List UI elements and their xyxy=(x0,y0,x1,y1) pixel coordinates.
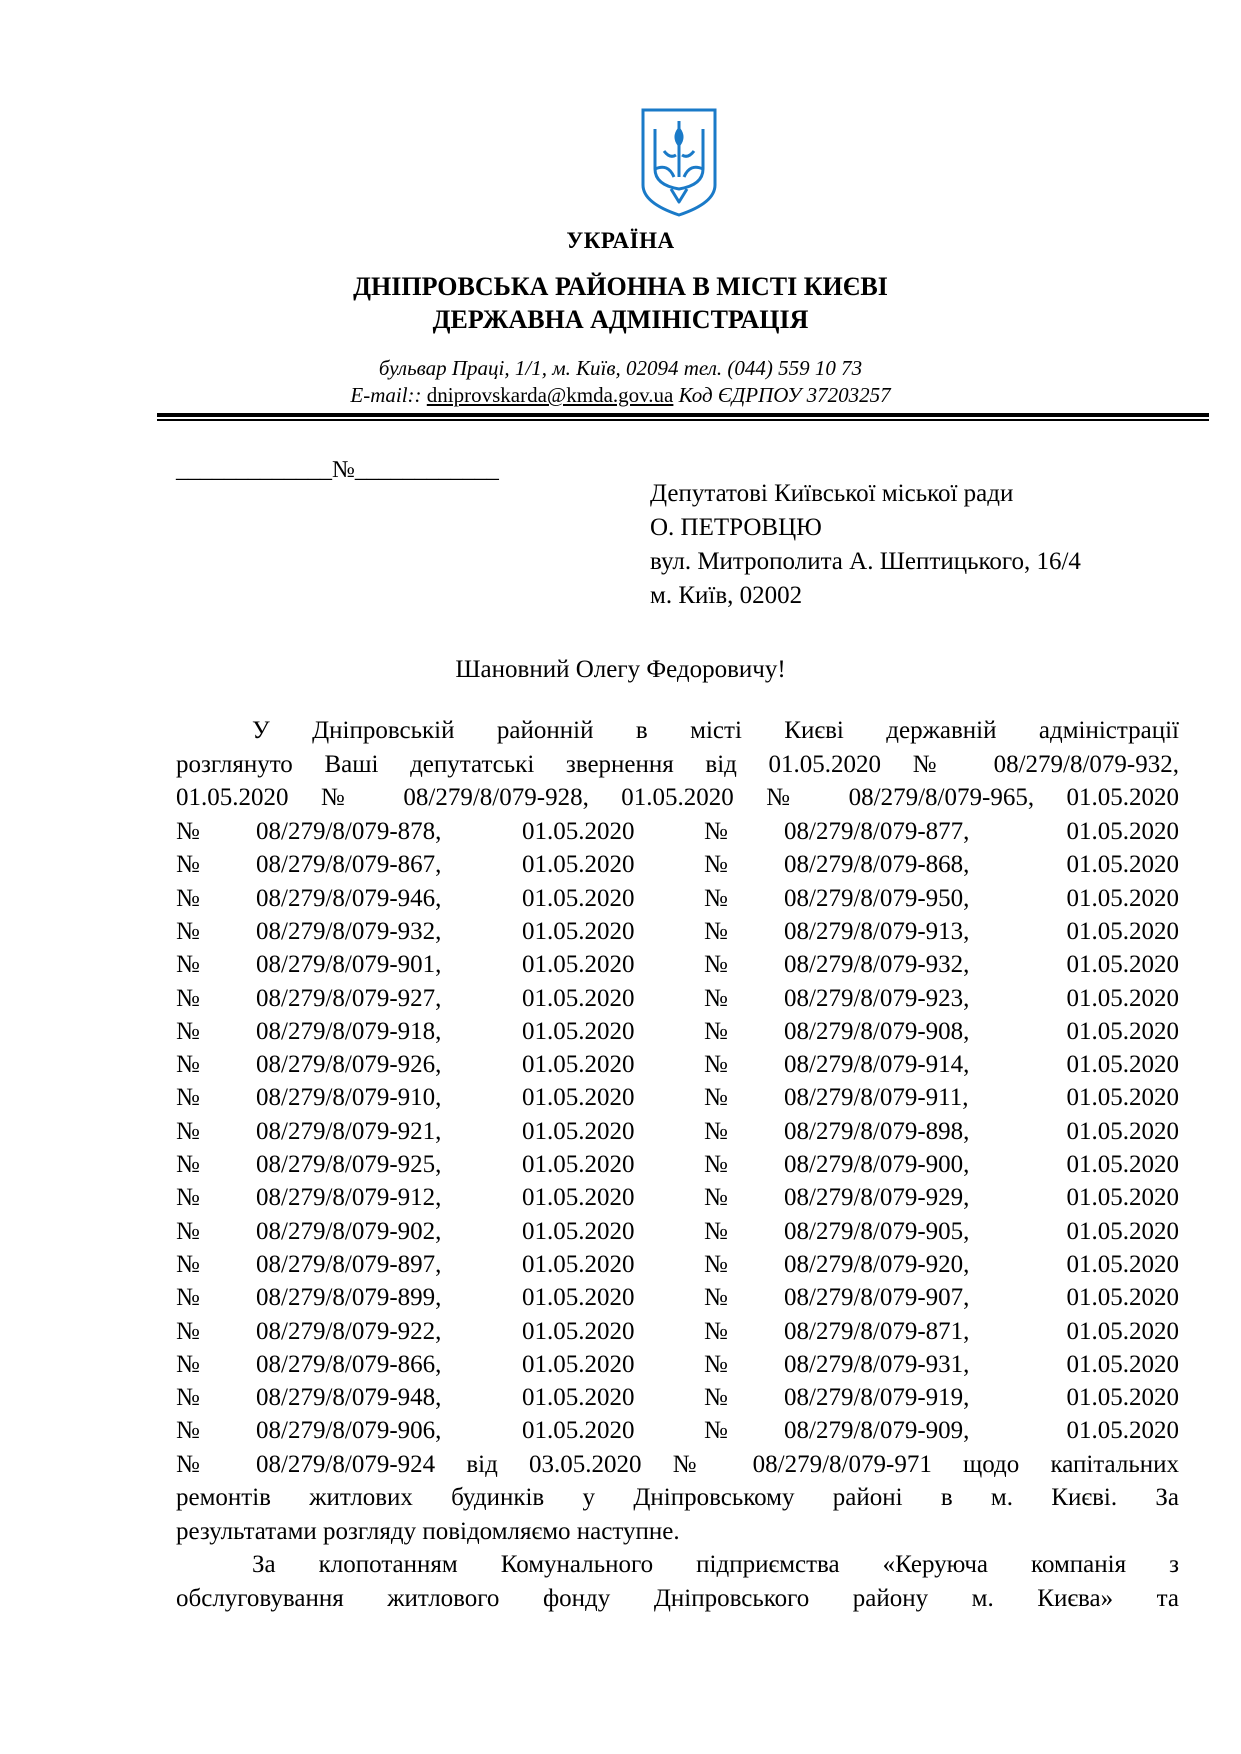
appeal-row xyxy=(176,1184,1179,1214)
number-sign: № xyxy=(176,1151,200,1178)
number-sign: № xyxy=(176,1184,200,1212)
appeal-date: 01.05.2020 xyxy=(522,1217,635,1245)
number-sign: № xyxy=(176,1217,200,1245)
appeal-number: 08/279/8/079-911, xyxy=(784,1084,969,1112)
registration-number-line: _____________№____________ xyxy=(176,457,499,483)
appeal-date: 01.05.2020 xyxy=(522,1184,635,1212)
appeal-row xyxy=(176,1251,1179,1281)
appeal-number: 08/279/8/079-897, xyxy=(256,1250,442,1278)
number-sign: № xyxy=(176,1350,200,1378)
appeal-date: 01.05.2020 xyxy=(1066,1117,1179,1145)
appeal-number: 08/279/8/079-914, xyxy=(784,1051,970,1079)
appeal-number: 08/279/8/079-912, xyxy=(256,1184,442,1212)
greeting: Шановний Олегу Федоровичу! xyxy=(455,656,786,683)
email-link[interactable]: dniprovskarda@kmda.gov.ua xyxy=(426,383,674,407)
appeal-date: 01.05.2020 xyxy=(522,1117,635,1145)
appeal-number: 08/279/8/079-926, xyxy=(256,1051,442,1079)
appeal-date: 01.05.2020 xyxy=(522,1084,635,1112)
appeal-row xyxy=(176,1318,1179,1348)
appeal-date: 01.05.2020 xyxy=(522,1417,635,1445)
number-sign: № xyxy=(176,851,200,879)
trident-coat-of-arms-icon xyxy=(640,107,718,217)
number-sign: № xyxy=(704,1417,728,1445)
number-sign: № xyxy=(176,1051,200,1079)
number-sign: № xyxy=(176,1017,200,1045)
number-sign: № xyxy=(176,1250,200,1278)
organization-contacts xyxy=(0,383,1241,408)
appeal-number: 08/279/8/079-871, xyxy=(784,1317,970,1345)
appeal-number: 08/279/8/079-868, xyxy=(784,851,970,879)
number-sign: № xyxy=(176,1117,200,1145)
appeal-number: 08/279/8/079-920, xyxy=(784,1250,970,1278)
appeal-date: 01.05.2020 xyxy=(1066,1217,1179,1245)
number-sign: № xyxy=(176,1084,200,1112)
appeal-number: 08/279/8/079-902, xyxy=(256,1217,442,1245)
appeal-date: 01.05.2020 xyxy=(1066,1250,1179,1278)
appeal-number: 08/279/8/079-877, xyxy=(784,818,970,845)
appeal-number: 08/279/8/079-923, xyxy=(784,984,970,1012)
number-sign: № xyxy=(176,917,200,945)
appeal-number: 08/279/8/079-921, xyxy=(256,1117,442,1145)
appeal-row xyxy=(176,985,1179,1015)
addressee-line3: вул. Митрополита А. Шептицького, 16/4 xyxy=(650,548,1081,575)
appeal-number: 08/279/8/079-907, xyxy=(784,1284,970,1312)
para1-end-line3: результатами розгляду повідомляємо наступне. xyxy=(176,1518,680,1545)
appeal-date: 01.05.2020 xyxy=(1066,984,1179,1012)
para2-line1: За клопотанням Комунального підприємства «Керуюча компанія з xyxy=(252,1551,1179,1578)
para1-line3: 01.05.2020 № 08/279/8/079-928, 01.05.2020 № 08/279/8/079-965, 01.05.2020 xyxy=(176,784,1179,811)
number-sign: № xyxy=(704,1284,728,1312)
number-sign: № xyxy=(704,984,728,1012)
number-sign: № xyxy=(704,851,728,879)
edrpou-code: Код ЄДРПОУ 37203257 xyxy=(673,383,891,407)
number-sign: № xyxy=(704,1217,728,1245)
number-sign: № xyxy=(704,884,728,912)
organization-name-line1: ДНІПРОВСЬКА РАЙОННА В МІСТІ КИЄВІ xyxy=(353,272,888,301)
appeal-date: 01.05.2020 xyxy=(1066,1084,1179,1112)
number-sign: № xyxy=(704,1051,728,1079)
appeal-date: 01.05.2020 xyxy=(1066,1151,1179,1178)
appeal-number: 08/279/8/079-878, xyxy=(256,818,442,845)
appeal-date: 01.05.2020 xyxy=(1066,1384,1179,1412)
number-sign: № xyxy=(704,1117,728,1145)
appeal-number: 08/279/8/079-948, xyxy=(256,1384,442,1412)
addressee-line1: Депутатові Київської міської ради xyxy=(650,480,1014,507)
appeal-row xyxy=(176,1351,1179,1381)
country-name: УКРАЇНА xyxy=(566,228,675,253)
appeal-number: 08/279/8/079-867, xyxy=(256,851,442,879)
appeal-number: 08/279/8/079-899, xyxy=(256,1284,442,1312)
appeal-number: 08/279/8/079-931, xyxy=(784,1350,970,1378)
appeal-number: 08/279/8/079-929, xyxy=(784,1184,970,1212)
appeal-date: 01.05.2020 xyxy=(522,1151,635,1178)
para1-line2: розглянуто Ваші депутатські звернення від 01.05.2020 № 08/279/8/079-932, xyxy=(176,751,1179,778)
appeal-row xyxy=(176,1018,1179,1048)
email-label: E-mail:: xyxy=(350,383,427,407)
appeal-row xyxy=(176,951,1179,981)
appeal-row xyxy=(176,1051,1179,1081)
appeal-date: 01.05.2020 xyxy=(1066,917,1179,945)
number-sign: № xyxy=(176,1384,200,1412)
appeal-date: 01.05.2020 xyxy=(1066,1284,1179,1312)
appeal-row xyxy=(176,1084,1179,1114)
appeal-number: 08/279/8/079-918, xyxy=(256,1017,442,1045)
para2-line2: обслуговування житлового фонду Дніпровського району м. Києва» та xyxy=(176,1585,1179,1612)
addressee-line4: м. Київ, 02002 xyxy=(650,582,803,609)
appeal-number: 08/279/8/079-925, xyxy=(256,1151,442,1178)
appeal-row xyxy=(176,818,1179,848)
appeal-date: 01.05.2020 xyxy=(522,917,635,945)
appeal-date: 01.05.2020 xyxy=(1066,1184,1179,1212)
appeal-date: 01.05.2020 xyxy=(522,1017,635,1045)
number-sign: № xyxy=(176,1284,200,1312)
number-sign: № xyxy=(176,884,200,912)
appeal-date: 01.05.2020 xyxy=(1066,851,1179,879)
number-sign: № xyxy=(704,1317,728,1345)
appeal-row xyxy=(176,1417,1179,1447)
number-sign: № xyxy=(704,818,728,845)
appeal-number: 08/279/8/079-908, xyxy=(784,1017,970,1045)
para1-line1: У Дніпровській районній в місті Києві державній адміністрації xyxy=(252,717,1179,744)
appeal-number: 08/279/8/079-909, xyxy=(784,1417,970,1445)
appeal-date: 01.05.2020 xyxy=(522,1350,635,1378)
number-sign: № xyxy=(176,1417,200,1445)
appeal-date: 01.05.2020 xyxy=(522,951,635,979)
appeal-number: 08/279/8/079-898, xyxy=(784,1117,970,1145)
para1-end-line1: № 08/279/8/079-924 від 03.05.2020 № 08/279/8/079-971 щодо капітальних xyxy=(176,1451,1179,1478)
appeal-date: 01.05.2020 xyxy=(522,1051,635,1079)
appeal-date: 01.05.2020 xyxy=(522,1250,635,1278)
number-sign: № xyxy=(704,1084,728,1112)
number-sign: № xyxy=(704,1384,728,1412)
appeal-number: 08/279/8/079-866, xyxy=(256,1350,442,1378)
para1-end-line2: ремонтів житлових будинків у Дніпровському районі в м. Києві. За xyxy=(176,1484,1179,1511)
appeal-date: 01.05.2020 xyxy=(522,1317,635,1345)
number-sign: № xyxy=(704,1350,728,1378)
appeal-row xyxy=(176,1218,1179,1248)
number-sign: № xyxy=(704,1184,728,1212)
appeal-date: 01.05.2020 xyxy=(1066,818,1179,845)
appeal-row xyxy=(176,918,1179,948)
appeal-date: 01.05.2020 xyxy=(522,818,635,845)
number-sign: № xyxy=(704,951,728,979)
header-divider-thin xyxy=(157,419,1209,421)
appeal-date: 01.05.2020 xyxy=(1066,1417,1179,1445)
appeal-date: 01.05.2020 xyxy=(1066,1317,1179,1345)
header-divider-thick xyxy=(157,413,1209,417)
organization-address: бульвар Праці, 1/1, м. Київ, 02094 тел. (044) 559 10 73 xyxy=(378,356,863,380)
appeal-date: 01.05.2020 xyxy=(522,1384,635,1412)
appeal-number: 08/279/8/079-932, xyxy=(784,951,970,979)
organization-name-line2: ДЕРЖАВНА АДМІНІСТРАЦІЯ xyxy=(432,305,809,334)
number-sign: № xyxy=(176,951,200,979)
number-sign: № xyxy=(176,984,200,1012)
appeal-date: 01.05.2020 xyxy=(522,984,635,1012)
appeal-number: 08/279/8/079-905, xyxy=(784,1217,970,1245)
number-sign: № xyxy=(176,1317,200,1345)
appeal-date: 01.05.2020 xyxy=(1066,1051,1179,1079)
appeal-number: 08/279/8/079-950, xyxy=(784,884,970,912)
number-sign: № xyxy=(704,1017,728,1045)
appeal-number: 08/279/8/079-927, xyxy=(256,984,442,1012)
appeal-number: 08/279/8/079-932, xyxy=(256,917,442,945)
appeal-row xyxy=(176,1151,1179,1181)
appeal-number: 08/279/8/079-919, xyxy=(784,1384,970,1412)
appeal-date: 01.05.2020 xyxy=(1066,884,1179,912)
appeal-number: 08/279/8/079-901, xyxy=(256,951,442,979)
appeal-row xyxy=(176,1284,1179,1314)
appeal-number: 08/279/8/079-910, xyxy=(256,1084,442,1112)
appeal-row xyxy=(176,1118,1179,1148)
appeal-number: 08/279/8/079-906, xyxy=(256,1417,442,1445)
number-sign: № xyxy=(704,1250,728,1278)
appeal-number: 08/279/8/079-900, xyxy=(784,1151,970,1178)
appeal-date: 01.05.2020 xyxy=(522,884,635,912)
appeal-row xyxy=(176,885,1179,915)
appeal-row xyxy=(176,851,1179,881)
appeal-date: 01.05.2020 xyxy=(1066,1350,1179,1378)
appeal-date: 01.05.2020 xyxy=(1066,951,1179,979)
number-sign: № xyxy=(176,818,200,845)
appeal-row xyxy=(176,1384,1179,1414)
appeal-date: 01.05.2020 xyxy=(522,1284,635,1312)
number-sign: № xyxy=(704,917,728,945)
appeal-number: 08/279/8/079-913, xyxy=(784,917,970,945)
addressee-line2: О. ПЕТРОВЦЮ xyxy=(650,514,822,541)
appeal-number: 08/279/8/079-922, xyxy=(256,1317,442,1345)
number-sign: № xyxy=(704,1151,728,1178)
appeal-number: 08/279/8/079-946, xyxy=(256,884,442,912)
appeal-date: 01.05.2020 xyxy=(1066,1017,1179,1045)
appeal-date: 01.05.2020 xyxy=(522,851,635,879)
